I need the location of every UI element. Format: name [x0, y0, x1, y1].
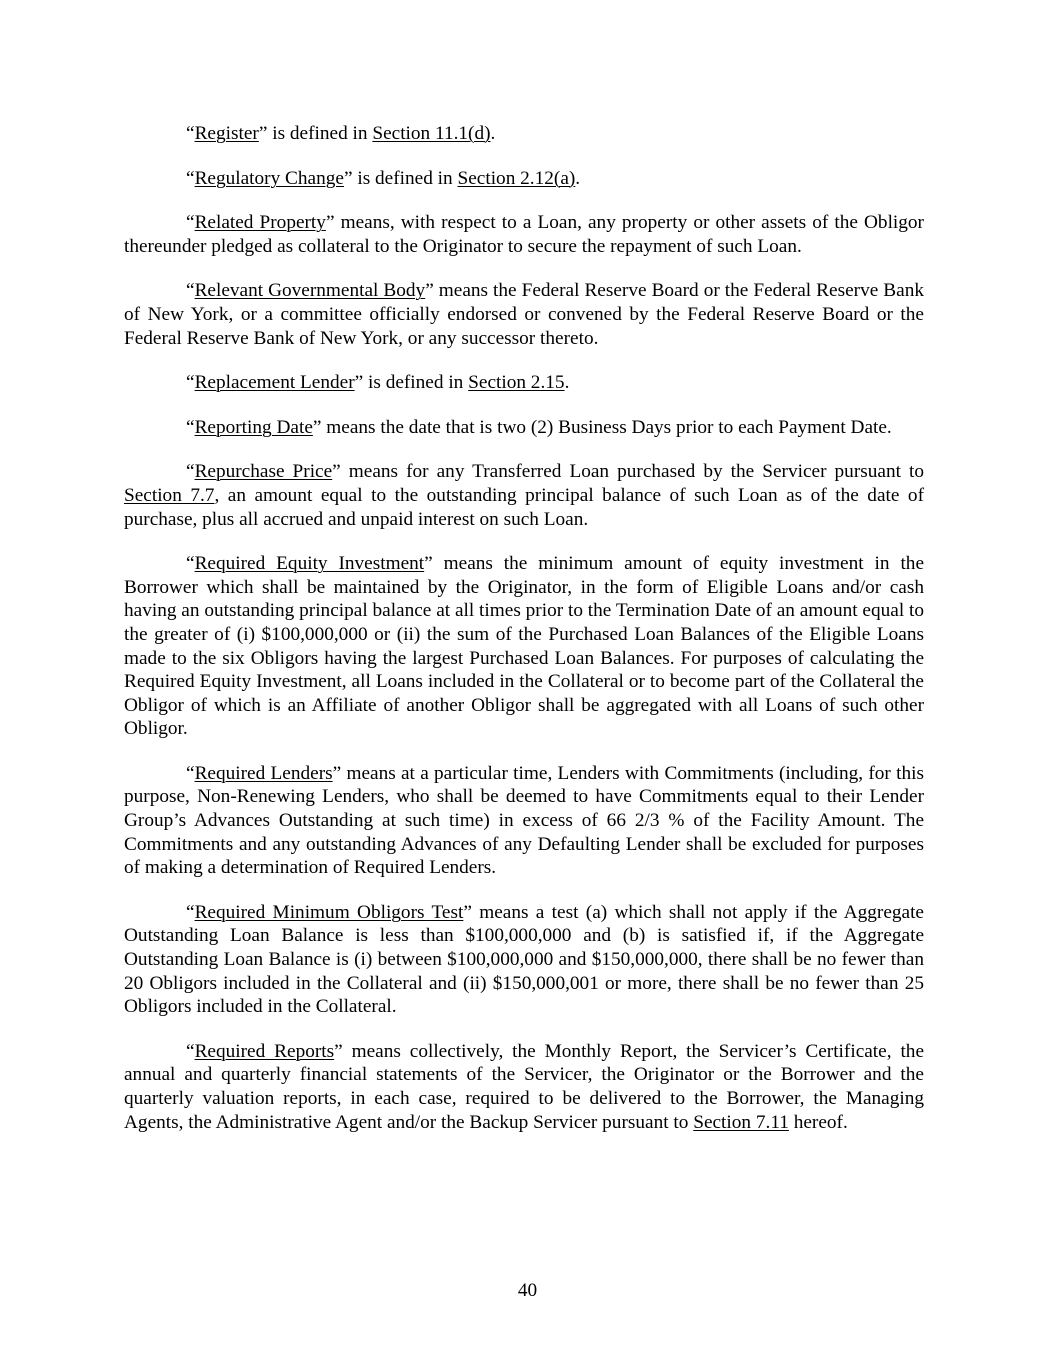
- definition-related-property: “Related Property” means, with respect to a Loan, any property or other assets of the Obligor thereunder pledged as collateral to the Originator to secure the repayment of such Loan.: [124, 212, 924, 257]
- defined-term: Required Reports: [194, 1040, 335, 1062]
- section-reference[interactable]: Section 11.1(d): [372, 123, 491, 144]
- section-reference[interactable]: Section 7.7: [124, 484, 215, 506]
- definition-repurchase-price: “Repurchase Price” means for any Transferred Loan purchased by the Servicer pursuant to Section 7.7, an amount equal to the outstanding principal balance of such Loan as of the date of purchase, plus all accrued and unpaid interest on such Loan.: [124, 461, 924, 530]
- defined-term: Required Equity Investment: [194, 553, 425, 575]
- section-reference[interactable]: Section 7.11: [693, 1111, 789, 1133]
- page-number: 40: [517, 1280, 538, 1301]
- definition-required-minimum-obligors-test: “Required Minimum Obligors Test” means a test (a) which shall not apply if the Aggregate Outstanding Loan Balance is less than $100,000,000 and (b) is satisfied if, if the Aggregate Outstanding Loan Balance is (i) between $100,000,000 and $150,000,000, there shall be no fewer than 20 Obligors included in the Collateral and (ii) $150,000,001 or more, there shall be no fewer than 25 Obligors included in the Collateral.: [124, 901, 924, 1018]
- defined-term: Regulatory Change: [194, 167, 344, 189]
- defined-term: Replacement Lender: [194, 372, 355, 394]
- definition-register: “Register” is defined in Section 11.1(d).: [186, 123, 496, 144]
- defined-term: Related Property: [194, 212, 326, 234]
- definition-required-equity-investment: “Required Equity Investment” means the minimum amount of equity investment in the Borrower which shall be maintained by the Originator, in the form of Eligible Loans and/or cash having an outstanding principal balance at all times prior to the Termination Date of an amount equal to the greater of (i) $100,000,000 or (ii) the sum of the Purchased Loan Balances of the Eligible Loans made to the six Obligors having the largest Purchased Loan Balances. For purposes of calculating the Required Equity Investment, all Loans included in the Collateral or to become part of the Collateral the Obligor of which is an Affiliate of another Obligor shall be aggregated with all Loans of such other Obligor.: [124, 553, 924, 740]
- defined-term: Reporting Date: [194, 416, 313, 438]
- section-reference[interactable]: Section 2.12(a): [457, 167, 576, 189]
- defined-term: Required Minimum Obligors Test: [194, 901, 464, 923]
- section-reference[interactable]: Section 2.15: [468, 372, 565, 394]
- defined-term: Register: [194, 123, 259, 144]
- definition-required-lenders: “Required Lenders” means at a particular time, Lenders with Commitments (including, for this purpose, Non-Renewing Lenders, who shall be deemed to have Commitments equal to their Lender Group’s Advances Outstanding at such time) in excess of 66 2/3 % of the Facility Amount. The Commitments and any outstanding Advances of any Defaulting Lender shall be excluded for purposes of making a determination of Required Lenders.: [124, 762, 924, 879]
- definition-regulatory-change: “Regulatory Change” is defined in Section 2.12(a).: [186, 167, 581, 189]
- defined-term: Required Lenders: [194, 762, 333, 784]
- definition-reporting-date: “Reporting Date” means the date that is two (2) Business Days prior to each Payment Date.: [186, 416, 892, 438]
- defined-term: Relevant Governmental Body: [194, 280, 426, 302]
- definition-required-reports: “Required Reports” means collectively, the Monthly Report, the Servicer’s Certificate, the annual and quarterly financial statements of the Servicer, the Originator or the Borrower and the quarterly valuation reports, in each case, required to be delivered to the Borrower, the Managing Agents, the Administrative Agent and/or the Backup Servicer pursuant to Section 7.11 hereof.: [124, 1040, 925, 1133]
- document-body: [124, 122, 924, 1155]
- defined-term: Repurchase Price: [194, 461, 333, 483]
- definition-relevant-governmental-body: “Relevant Governmental Body” means the Federal Reserve Board or the Federal Reserve Bank of New York, or a committee officially endorsed or convened by the Federal Reserve Board or the Federal Reserve Bank of New York, or any successor thereto.: [124, 280, 924, 349]
- definition-replacement-lender: “Replacement Lender” is defined in Section 2.15.: [186, 372, 570, 394]
